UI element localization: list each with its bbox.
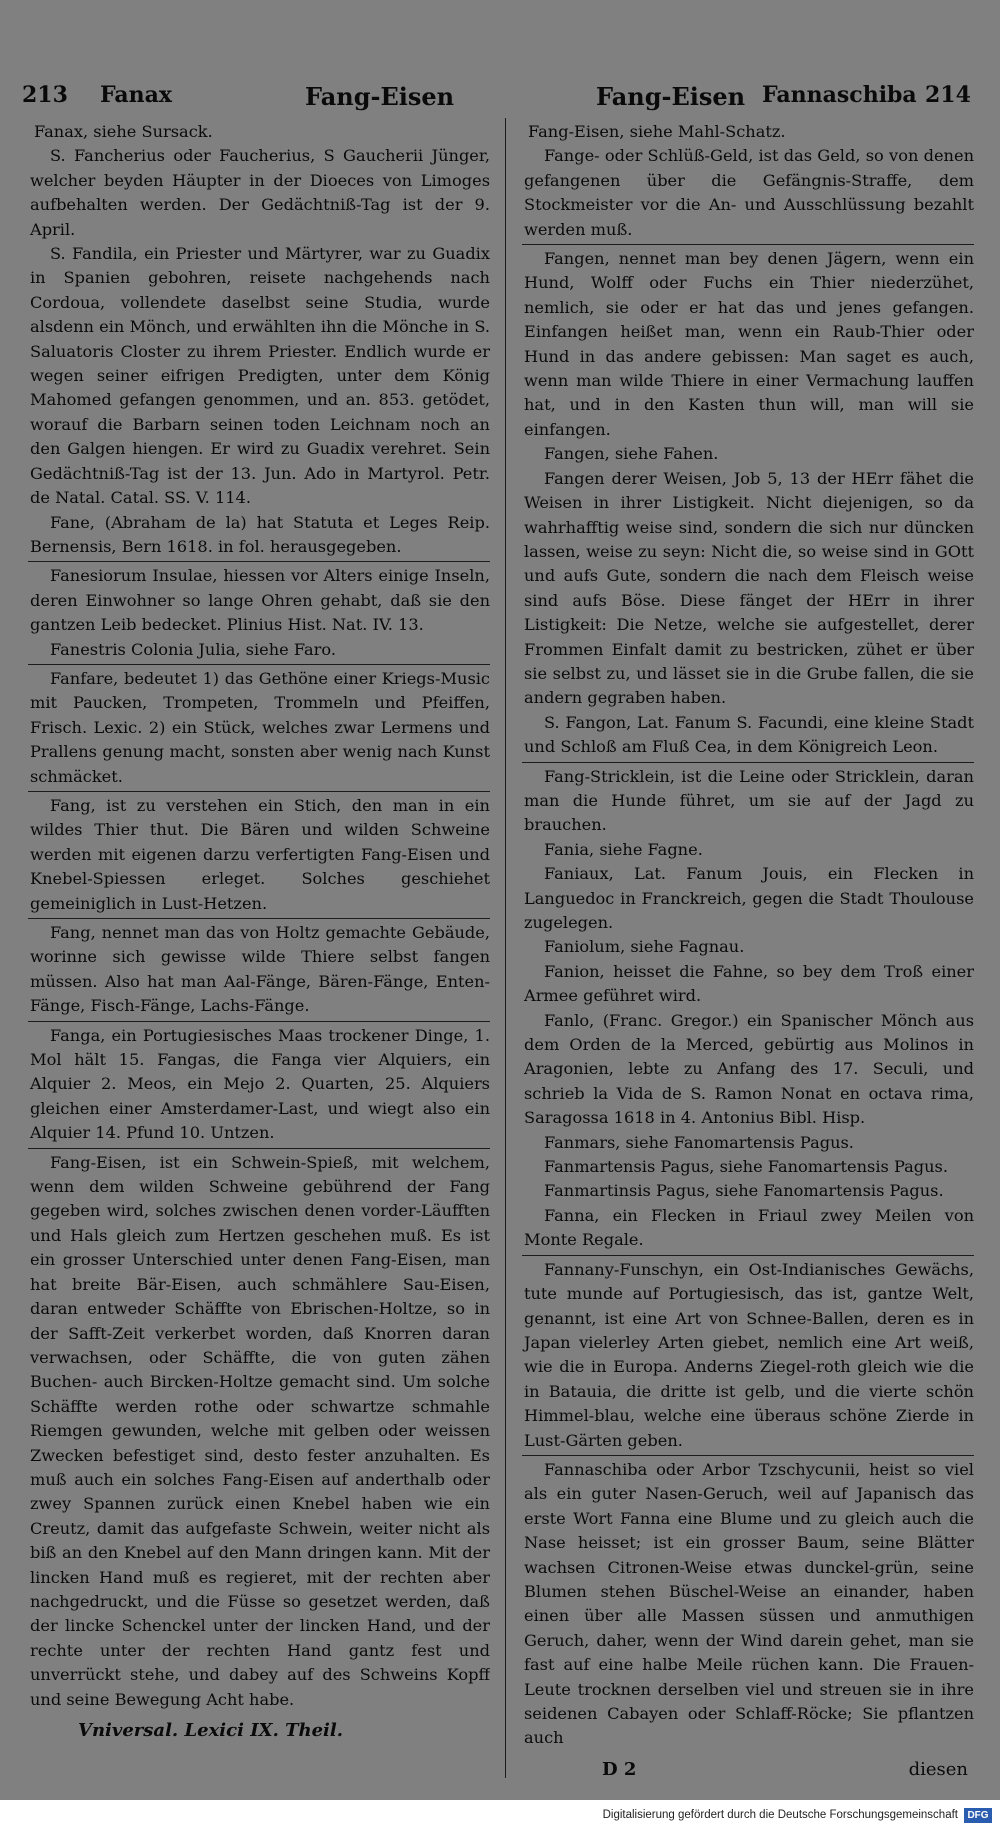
entry-fania: Fania, siehe Fagne.	[544, 839, 703, 859]
entry-fanlo: Fanlo, (Franc. Gregor.) ein Spanischer Mönch aus dem Orden de la Merced, gebürtig aus Molinos in Aragonien, lebte zu Anfang des 17. Seculi, und schrieb la Vida de S. Ramon Nonat en octava rima, Saragossa 1618 in 4. Antonius Bibl. Hisp.	[524, 1010, 974, 1128]
entry-divider	[28, 1021, 490, 1022]
entry-fanga: Fanga, ein Portugiesisches Maas trockener Dinge, 1. Mol hält 15. Fangas, die Fanga vier Alquiers, ein Alquier 2. Meos, ein Mejo 2. Quarten, 25. Alquiers gleichen einer Amsterdamer-Last, und wiegt also ein Alquier 14. Pfund 10. Untzen.	[30, 1025, 490, 1143]
entry-fanmartinsis: Fanmartinsis Pagus, siehe Fanomartensis Pagus.	[544, 1181, 944, 1201]
entry-fang-stich: Fang, ist zu verstehen ein Stich, den man in ein wildes Thier thut. Die Bären und wilden Schweine werden mit eigenen darzu verfertigten Fang-Eisen und Knebel-Spiessen erleget. Solches geschiehet gemeiniglich in Lust-Hetzen.	[30, 795, 490, 913]
entry-divider	[28, 1148, 490, 1149]
entry-fange-geld: Fange- oder Schlüß-Geld, ist das Geld, so von denen gefangenen über die Gefängnis-Straffe, dem Stockmeister vor die An- und Ausschlüssung bezahlt werden muß.	[524, 146, 974, 239]
entry-fangen-ref: Fangen, siehe Fahen.	[544, 444, 719, 464]
catchword: diesen	[908, 1758, 968, 1780]
entry-fannaschiba: Fannaschiba oder Arbor Tzschycunii, heist so viel als ein guter Nasen-Geruch, weil auf Japanisch das erste Wort Fanna eine Blume und zu gleich auch die Nase heisset; ist ein grosser Baum, seine Blätter wachsen Citronen-Weise etwas dunckel-grün, seine Blumen stehen Büschel-Weise an einander, haben einen über alle Massen süssen und anmuthigen Geruch, daher, wenn der Wind darein gehet, man sie fast auf eine halbe Meile rüchen kann. Die Frauen-Leute trocknen derselben viel und streuen sie in ihre seidenen Cabayen oder Schlaff-Röcke; Sie pflantzen auch	[524, 1459, 974, 1748]
entry-divider	[28, 561, 490, 562]
entry-fang-gebaeude: Fang, nennet man das von Holtz gemachte Gebäude, worinne sich gewisse wilde Thiere selbst fangen müssen. Also hat man Aal-Fänge, Bären-Fänge, Enten-Fänge, Fisch-Fänge, Lachs-Fänge.	[30, 923, 490, 1016]
entry-fanesiorum-insulae: Fanesiorum Insulae, hiessen vor Alters einige Inseln, deren Einwohner so lange Ohren gehabt, daß sie den gantzen Leib bedecket. Plinius Hist. Nat. IV. 13.	[30, 566, 490, 635]
entry-fanfare: Fanfare, bedeutet 1) das Gethöne einer Kriegs-Music mit Paucken, Trompeten, Trommeln und Pfeiffen, Frisch. Lexic. 2) ein Stück, welches zwar Lermens und Prallens genung macht, sonsten aber wenig nach Kunst schmäcket.	[30, 668, 490, 786]
header-keyword-right-b: Fannaschiba	[762, 82, 917, 108]
entry-fanna: Fanna, ein Flecken in Friaul zwey Meilen von Monte Regale.	[524, 1205, 974, 1250]
page-number-left: 213	[22, 82, 68, 108]
signature-mark: D 2	[602, 1758, 637, 1780]
entry-fannany-funschyn: Fannany-Funschyn, ein Ost-Indianisches Gewächs, tute munde auf Portugiesisch, das ist, gantze Welt, genannt, ist eine Art von Schnee-Ballen, deren es in Japan vielerley Arten giebet, nemlich eine Art weiß, wie die in Europa. Anderns Ziegel-roth gleich wie die in Batauia, die dritte ist gelb, und die vierte schön Himmel-blau, welche eine überaus schöne Zierde in Lust-Gärten geben.	[524, 1259, 974, 1450]
volume-signature-text: Vniversal. Lexici IX. Theil.	[78, 1720, 343, 1741]
entry-fane: Fane, (Abraham de la) hat Statuta et Leges Reip. Bernensis, Bern 1618. in fol. herausgegeben.	[30, 512, 490, 556]
entry-fang-stricklein: Fang-Stricklein, ist die Leine oder Stricklein, daran man die Hunde führet, um sie auf der Jagd zu brauchen.	[524, 766, 974, 835]
entry-fancherius: S. Fancherius oder Faucherius, S Gaucherii Jünger, welcher beyden Häupter in der Dioeces von Limoges aufbehalten werden. Der Gedächtniß-Tag ist der 9. April.	[30, 146, 490, 239]
page-number-right: 214	[925, 82, 971, 108]
entry-divider	[28, 791, 490, 792]
header-keyword-right-a: Fang-Eisen	[596, 82, 746, 111]
entry-divider	[522, 244, 974, 245]
entry-fanax: Fanax, siehe Sursack.	[34, 122, 213, 141]
entry-faniaux: Faniaux, Lat. Fanum Jouis, ein Flecken in Languedoc in Franckreich, gegen die Stadt Thoulouse zugelegen.	[524, 864, 974, 932]
column-divider	[505, 118, 506, 1778]
page-foot	[522, 1757, 974, 1785]
entry-divider	[522, 1455, 974, 1456]
right-column	[522, 120, 974, 1785]
entry-fandila: S. Fandila, ein Priester und Märtyrer, war zu Guadix in Spanien gebohren, reisete nachgehends nach Cordoua, vollendete daselbst seine Studia, wurde alsdenn ein Mönch, und erwählten ihn die Mönche in S. Saluatoris Closter zu ihrem Priester. Endlich wurde er wegen seiner eifrigen Predigten, unter dem König Mahomed gefangen genommen, und an. 853. getödet, worauf die Barbarn seinen toden Leichnam noch an den Galgen hiengen. Er wird zu Guadix verehret. Sein Gedächtniß-Tag ist der 13. Jun. Ado in Martyrol. Petr. de Natal. Catal. SS. V. 114.	[30, 244, 490, 508]
left-column	[28, 120, 490, 1785]
entry-divider	[28, 918, 490, 919]
running-header	[0, 82, 1000, 116]
entry-fanmars: Fanmars, siehe Fanomartensis Pagus.	[544, 1132, 854, 1152]
header-keyword-left-b: Fang-Eisen	[305, 82, 455, 111]
entry-fanmartensis: Fanmartensis Pagus, siehe Fanomartensis Pagus.	[544, 1157, 949, 1177]
entry-divider	[522, 762, 974, 763]
entry-fanion: Fanion, heisset die Fahne, so bey dem Troß einer Armee geführet wird.	[524, 961, 974, 1006]
entry-faniolum: Faniolum, siehe Fagnau.	[544, 937, 745, 957]
entry-fanestris-colonia: Fanestris Colonia Julia, siehe Faro.	[50, 639, 336, 659]
dfg-logo: DFG	[964, 1808, 992, 1823]
entry-fang-eisen: Fang-Eisen, ist ein Schwein-Spieß, mit welchem, wenn dem wilden Schweine gebührend der Fang gegeben wird, solches zwischen denen vorder-Läufften und Hals gleich zum Hertzen geschehen muß. Es ist ein grosser Unterschied unter denen Fang-Eisen, man hat breite Bär-Eisen, auch schmählere Sau-Eisen, daran entweder Schäffte von Ebrischen-Holtze, so in der Safft-Zeit verkerbet worden, daß Knorren daran verwachsen, oder Schäffte, die von guten zähen Buchen- auch Bircken-Holtze gemacht sind. Um solche Schäffte werden rothe oder schwartze schmahle Riemgen gewunden, welche mit gelben oder weissen Zwecken befestiget sind, desto fester anzuhalten. Es muß auch ein solches Fang-Eisen auf anderthalb oder zwey Spannen zurück einen Knebel haben wie ein Creutz, damit das aufgefaste Schwein, weiter nicht als biß an den Knebel auf den Mann dringen kann. Mit der lincken Hand muß es regieret, mit der rechten aber nachgedruckt, und die Füsse so gesetzet werden, daß der lincke Schenckel unter der lincken Hand, und der rechte unter der rechten Hand gantz fest und unverrückt stehe, und dabey auf des Schweins Kopff und seine Bewegung Acht habe.	[30, 1152, 490, 1709]
digitization-footer	[0, 1800, 1000, 1831]
entry-fangen-jaeger: Fangen, nennet man bey denen Jägern, wenn ein Hund, Wolff oder Fuchs ein Thier niederzühet, nemlich, sie oder er hat das und jenes gefangen. Einfangen heißet man, wenn ein Raub-Thier oder Hund in das andere gebissen: Man saget es auch, wenn man wilde Thiere in einer Vermachung lauffen hat, und in den Kasten thun will, man will sie einfangen.	[524, 249, 974, 439]
volume-signature	[28, 1718, 490, 1744]
footer-credit: Digitalisierung gefördert durch die Deutsche Forschungsgemeinschaft	[602, 1809, 958, 1821]
entry-fangon: S. Fangon, Lat. Fanum S. Facundi, eine kleine Stadt und Schloß am Fluß Cea, in dem Königreich Leon.	[524, 712, 974, 757]
entry-divider	[28, 664, 490, 665]
entry-fangen-weisen: Fangen derer Weisen, Job 5, 13 der HErr fähet die Weisen in ihrer Listigkeit. Nicht diejenigen, so da wahrhafftig weise sind, sondern die sich nur düncken lassen, weise zu seyn: Nicht die, so weise sind in GOtt und aufs Gute, sondern die nach dem Fleisch weise sind aufs Böse. Diese fänget der HErr in ihrer Listigkeit: Die Netze, welche sie aufgestellet, derer Frommen Einfalt damit zu bestricken, zühet er über sie selbst zu, und lässet sie in die Grube fallen, die sie andern gegraben haben.	[524, 468, 974, 708]
entry-fang-eisen-ref: Fang-Eisen, siehe Mahl-Schatz.	[528, 122, 786, 141]
entry-divider	[522, 1255, 974, 1256]
header-keyword-left-a: Fanax	[100, 82, 173, 108]
